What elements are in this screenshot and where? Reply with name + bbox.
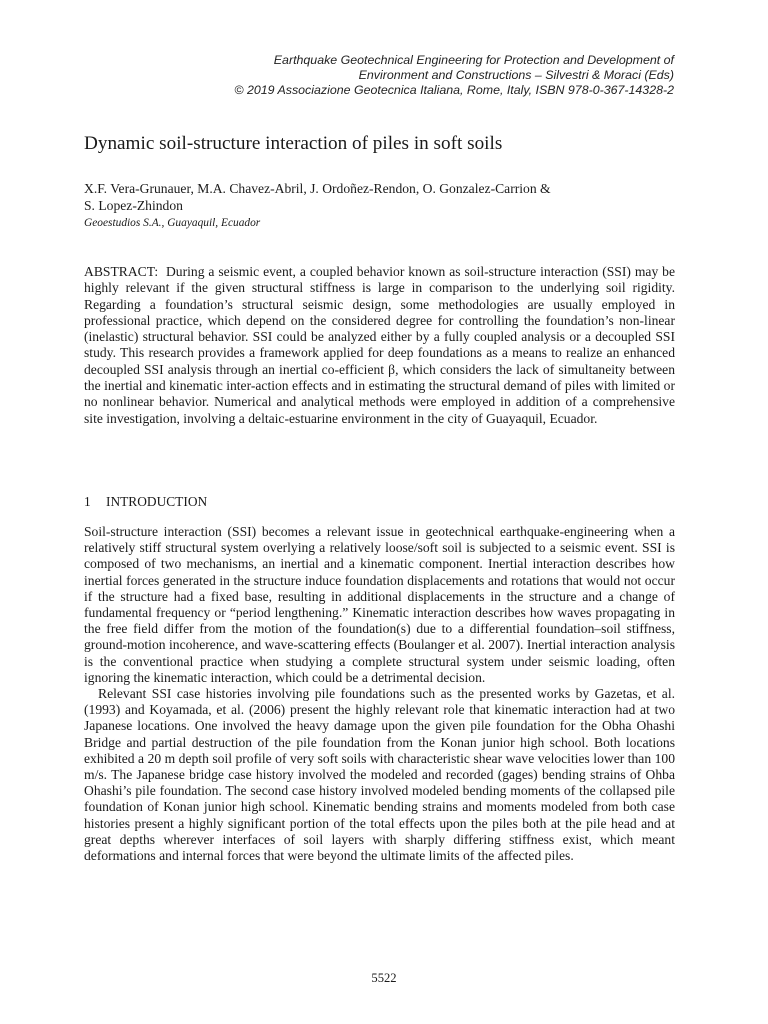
author-list (84, 181, 684, 214)
abstract-label: ABSTRACT: (84, 264, 159, 279)
abstract (84, 264, 675, 427)
section-title: INTRODUCTION (106, 494, 208, 509)
header-line-2: Environment and Constructions – Silvestri & Moraci (Eds) (358, 68, 674, 83)
introduction-body (84, 524, 675, 864)
author-line-1: X.F. Vera-Grunauer, M.A. Chavez-Abril, J. Ordoñez-Rendon, O. Gonzalez-Carrion & (84, 181, 551, 196)
paper-title: Dynamic soil-structure interaction of piles in soft soils (84, 133, 503, 154)
proceedings-header (34, 53, 674, 99)
abstract-text: During a seismic event, a coupled behavior known as soil-structure interaction (SSI) may be highly relevant if the given structural stiffness is large in comparison to the underlying soil rigidity. Regarding a foundation’s structural seismic design, some methodologies are usually employed in professional practice, which depend on the considered degree for controlling the foundation’s non-linear (inelastic) structural behavior. SSI could be analyzed either by a fully coupled analysis or a decoupled SSI study. This research provides a framework applied for deep foundations as a means to realize an enhanced decoupled SSI analysis through an inertial co-efficient β, which considers the lack of simultaneity between the inertial and kinematic inter-action effects and in estimating the structural demand of piles with limited or no nonlinear behavior. Numerical and analytical methods were employed in addition of a comprehensive site investigation, involving a deltaic-estuarine environment in the city of Guayaquil, Ecuador. (84, 264, 676, 426)
header-line-1: Earthquake Geotechnical Engineering for Protection and Development of (273, 53, 674, 67)
affiliation: Geoestudios S.A., Guayaquil, Ecuador (84, 217, 261, 229)
author-line-2: S. Lopez-Zhindon (84, 197, 183, 213)
paragraph: Relevant SSI case histories involving pile foundations such as the presented works by Gazetas, et al. (1993) and Koyamada, et al. (2006) present the highly relevant role that kinematic interaction had at two Japanese locations. One involved the heavy damage upon the given pile foundation for the Obha Ohashi Bridge and partial destruction of the pile foundation from the Konan junior high school. Both locations exhibited a 20 m depth soil profile of very soft soils with characteristic shear wave velocities lower than 100 m/s. The Japanese bridge case history involved the modeled and recorded (gages) bending strains of Ohba Ohashi’s pile foundation. The second case history involved modeled bending moments of the collapsed pile foundation of Konan junior high school. Kinematic bending strains and moments modeled from both case histories present a highly significant portion of the total effects upon the piles both at the pile head and at great depths wherever interfaces of soil layers with sharply differing stiffness exist, which meant deformations and internal forces that were beyond the ultimate limits of the affected piles. (84, 686, 675, 864)
page-number: 5522 (371, 971, 397, 985)
section-number: 1 (84, 494, 91, 509)
paragraph: Soil-structure interaction (SSI) becomes a relevant issue in geotechnical earthquake-engineering when a relatively stiff structural system overlying a relatively loose/soft soil is subjected to a seismic event. SSI is composed of two mechanisms, an inertial and a kinematic component. Inertial interaction describes how inertial forces generated in the structure induce foundation displacements and rotations that would not occur if the structure had a fixed base, resulting in additional displacements in the structure and a change of fundamental frequency or “period lengthening.” Kinematic interaction describes how waves propagating in the free field differ from the motion of the foundation(s) due to a differential foundation–soil stiffness, ground-motion incoherence, and wave-scattering effects (Boulanger et al. 2007). Inertial interaction analysis is the conventional practice when studying a complete structural system under seismic loading, often ignoring the kinematic interaction, which could be a detrimental decision. (84, 524, 675, 685)
section-heading-introduction (84, 494, 684, 510)
header-line-3: © 2019 Associazione Geotecnica Italiana, Rome, Italy, ISBN 978-0-367-14328-2 (234, 83, 674, 98)
